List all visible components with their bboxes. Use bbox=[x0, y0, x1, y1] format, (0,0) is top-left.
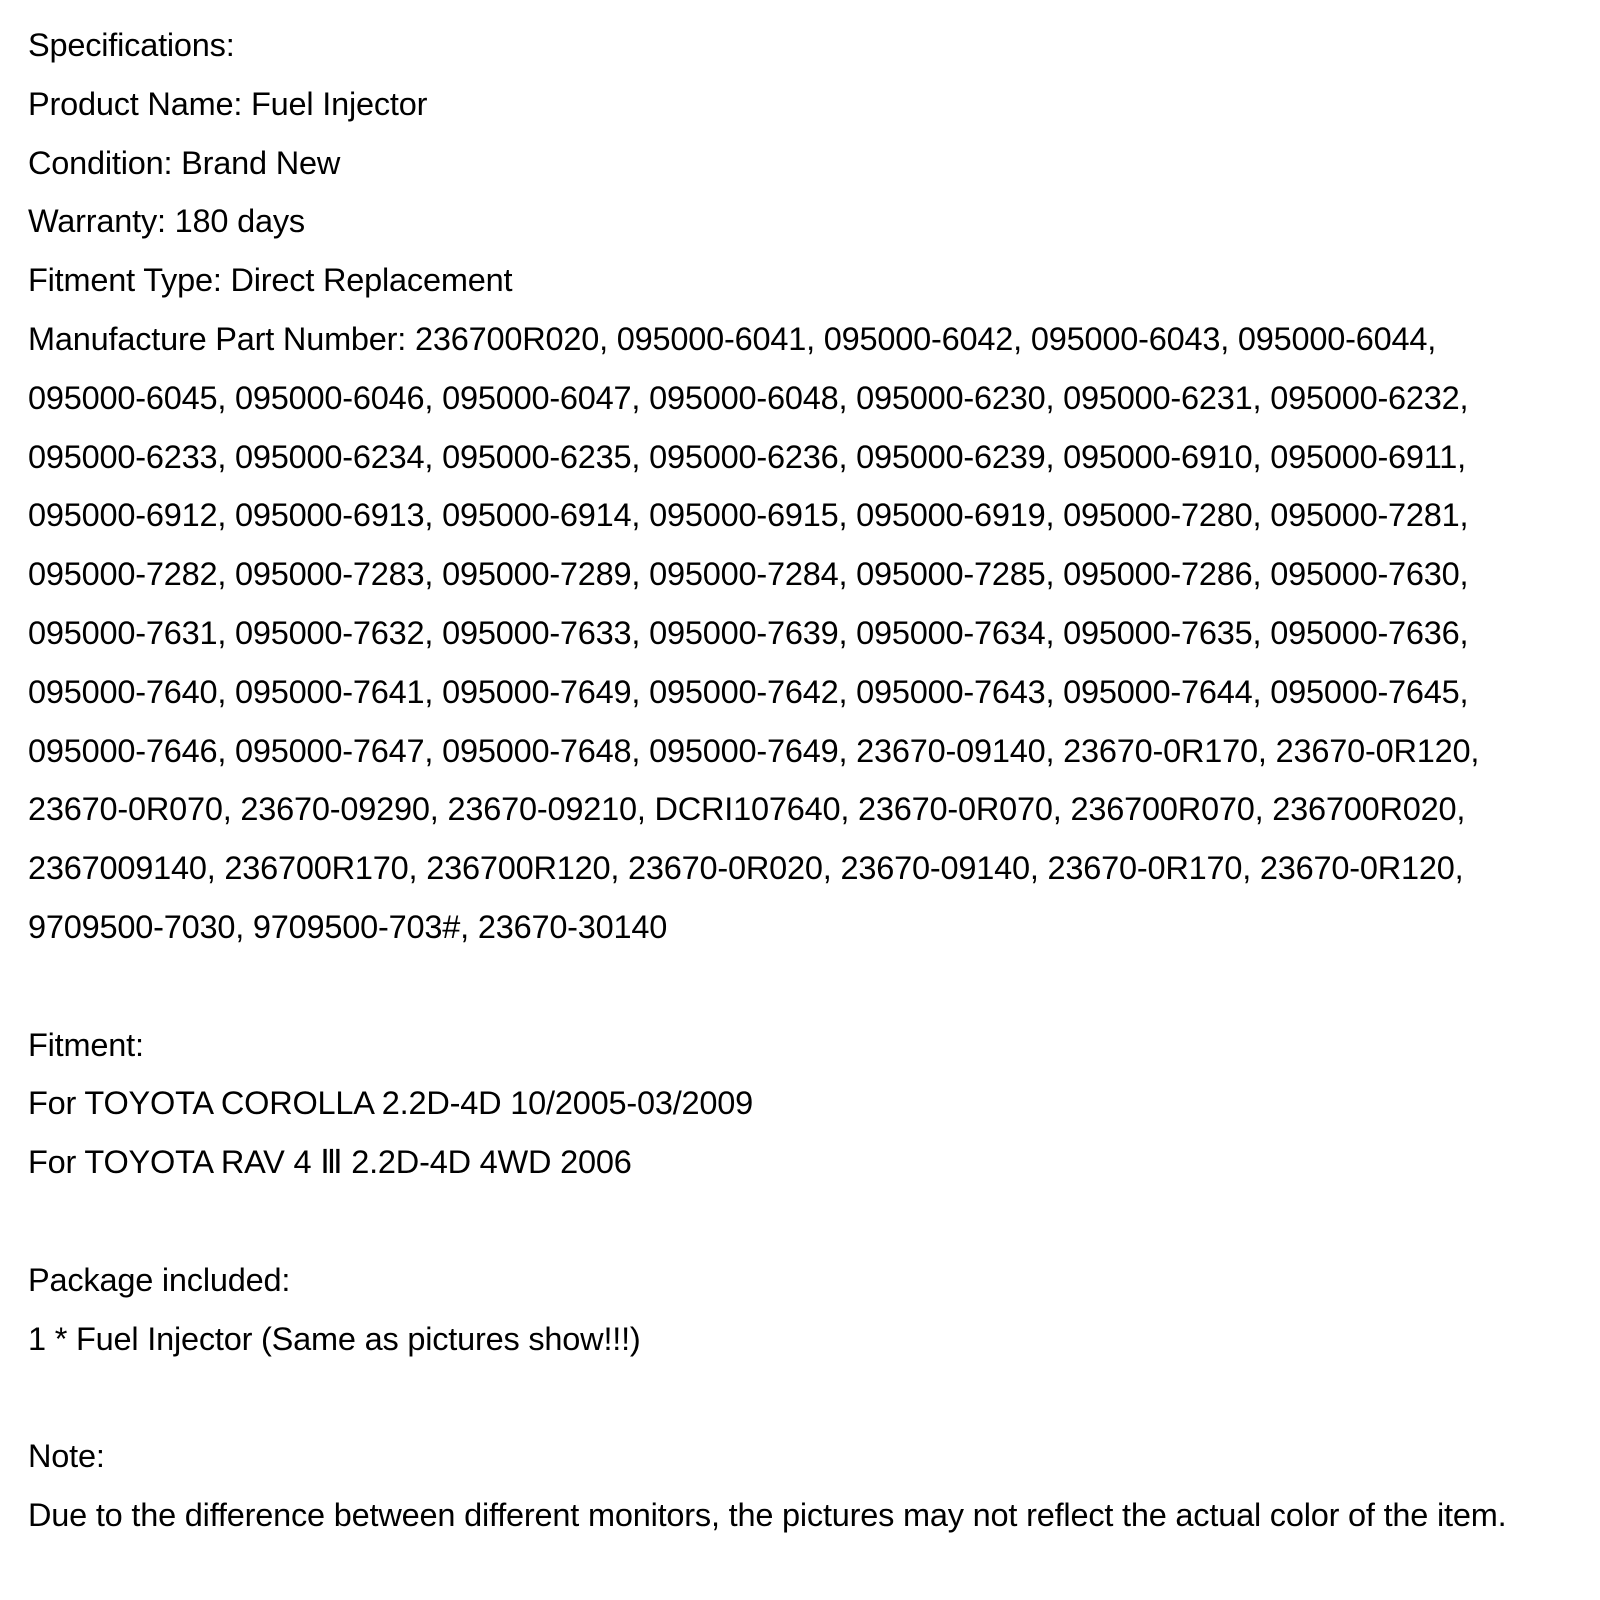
package-item: 1 * Fuel Injector (Same as pictures show!!!) bbox=[28, 1320, 641, 1357]
note-text: Due to the difference between different monitors, the pictures may not reflect the actual color of the item. bbox=[28, 1496, 1507, 1533]
part-number-line: 095000-6912, 095000-6913, 095000-6914, 095000-6915, 095000-6919, 095000-7280, 095000-7281, bbox=[28, 497, 1469, 534]
specifications-heading: Specifications: bbox=[28, 27, 235, 63]
section-spacer bbox=[28, 957, 1593, 1016]
part-number-line: Manufacture Part Number: 236700R020, 095000-6041, 095000-6042, 095000-6043, 095000-6044, bbox=[28, 320, 1437, 357]
part-number-line: 9709500-7030, 9709500-703#, 23670-30140 bbox=[28, 908, 668, 945]
spec-document bbox=[28, 16, 1593, 1545]
note-heading: Note: bbox=[28, 1438, 105, 1475]
part-number-line: 095000-7646, 095000-7647, 095000-7648, 095000-7649, 23670-09140, 23670-0R170, 23670-0R120, bbox=[28, 732, 1480, 769]
fitment-item-rav4: For TOYOTA RAV 4 Ⅲ 2.2D-4D 4WD 2006 bbox=[28, 1144, 632, 1181]
part-number-line: 095000-7282, 095000-7283, 095000-7289, 095000-7284, 095000-7285, 095000-7286, 095000-7630, bbox=[28, 556, 1469, 593]
product-name: Product Name: Fuel Injector bbox=[28, 85, 428, 122]
section-spacer bbox=[28, 1192, 1593, 1251]
condition: Condition: Brand New bbox=[28, 144, 341, 181]
package-heading: Package included: bbox=[28, 1261, 291, 1298]
part-number-line: 23670-0R070, 23670-09290, 23670-09210, DCRI107640, 23670-0R070, 236700R070, 236700R020, bbox=[28, 791, 1466, 828]
fitment-heading: Fitment: bbox=[28, 1026, 144, 1063]
part-number-list bbox=[28, 310, 1593, 957]
section-spacer bbox=[28, 1368, 1593, 1427]
part-number-line: 2367009140, 236700R170, 236700R120, 23670-0R020, 23670-09140, 23670-0R170, 23670-0R120, bbox=[28, 850, 1464, 887]
part-number-line: 095000-7640, 095000-7641, 095000-7649, 095000-7642, 095000-7643, 095000-7644, 095000-7645, bbox=[28, 673, 1469, 710]
warranty: Warranty: 180 days bbox=[28, 203, 305, 240]
fitment-item-corolla: For TOYOTA COROLLA 2.2D-4D 10/2005-03/2009 bbox=[28, 1085, 754, 1122]
part-number-line: 095000-7631, 095000-7632, 095000-7633, 095000-7639, 095000-7634, 095000-7635, 095000-7636, bbox=[28, 614, 1469, 651]
part-number-line: 095000-6045, 095000-6046, 095000-6047, 095000-6048, 095000-6230, 095000-6231, 095000-6232, bbox=[28, 379, 1469, 416]
fitment-type: Fitment Type: Direct Replacement bbox=[28, 262, 513, 299]
part-number-line: 095000-6233, 095000-6234, 095000-6235, 095000-6236, 095000-6239, 095000-6910, 095000-6911, bbox=[28, 438, 1466, 475]
